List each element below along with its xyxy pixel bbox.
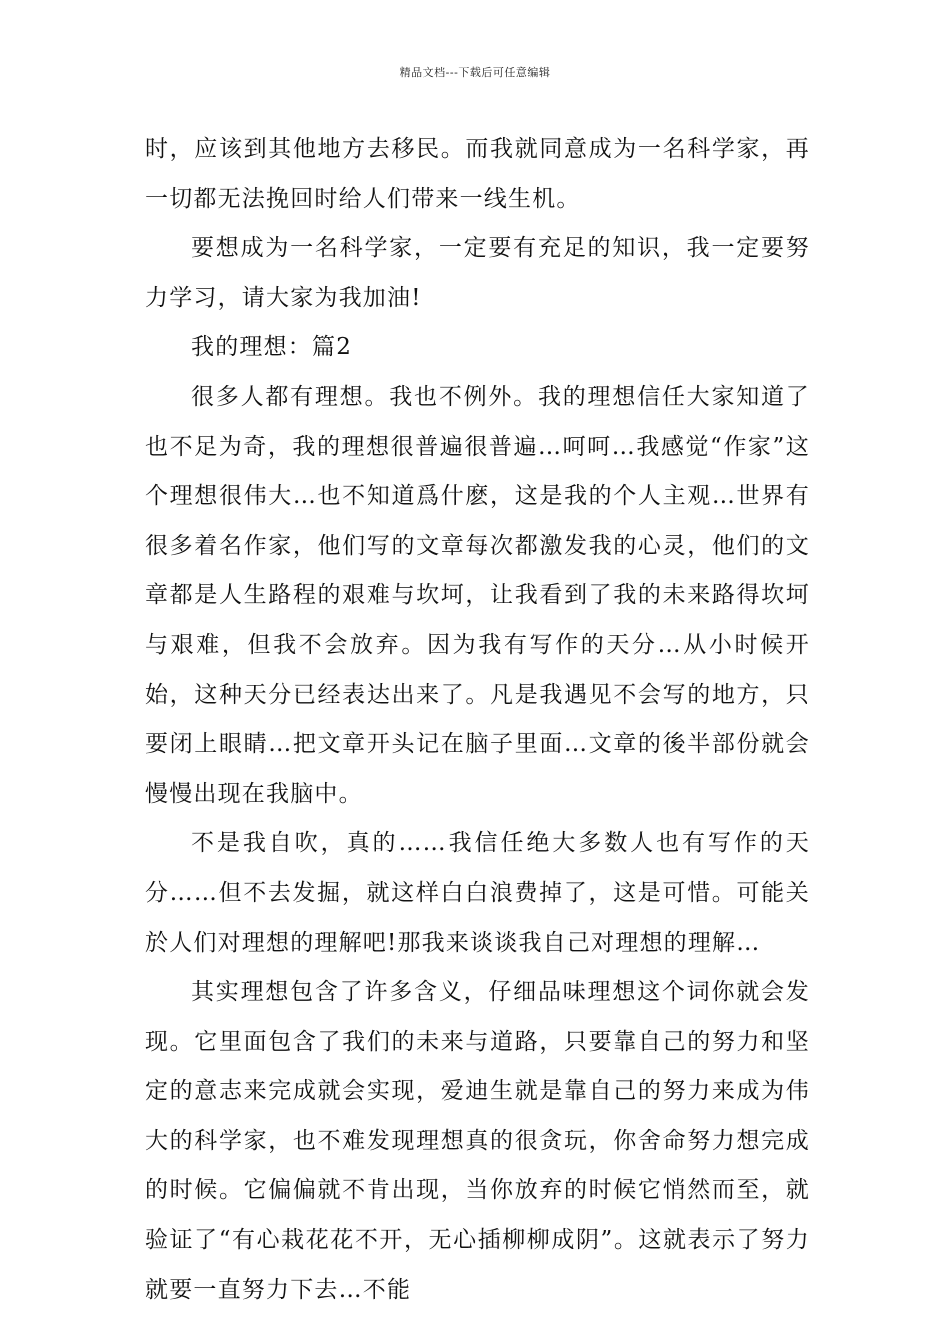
paragraph-scientist-goal: 要想成为一名科学家，一定要有充足的知识，我一定要努力学习，请大家为我加油! bbox=[145, 235, 810, 311]
paragraph-continuation: 时，应该到其他地方去移民。而我就同意成为一名科学家，再一切都无法挽回时给人们带来一线生机。 bbox=[145, 136, 810, 212]
paragraph-writer-dream: 很多人都有理想。我也不例外。我的理想信任大家知道了也不足为奇，我的理想很普遍很普遍…呵呵…我感觉“作家”这个理想很伟大…也不知道爲什麽，这是我的个人主观…世界有很多着名作家，他们写的文章每次都激发我的心灵，他们的文章都是人生路程的艰难与坎坷，让我看到了我的未来路得坎坷与艰难，但我不会放弃。因为我有写作的天分…从小时候开始，这种天分已经表达出来了。凡是我遇见不会写的地方，只要闭上眼睛…把文章开头记在脑子里面…文章的後半部份就会慢慢出现在我脑中。 bbox=[145, 383, 810, 807]
section-heading: 我的理想：篇2 bbox=[191, 334, 353, 361]
paragraph-meaning-of-ideals: 其实理想包含了许多含义，仔细品味理想这个词你就会发现。它里面包含了我们的未来与道路，只要靠自己的努力和坚定的意志来完成就会实现，爱迪生就是靠自己的努力来成为伟大的科学家，也不难发现理想真的很贪玩，你舍命努力想完成的时候。它偏偏就不肯出现，当你放弃的时候它悄然而至，就验证了“有心栽花花不开，无心插柳柳成阴”。这就表示了努力就要一直努力下去…不能 bbox=[145, 979, 810, 1303]
document-body bbox=[145, 125, 810, 1315]
paragraph-talent: 不是我自吹，真的……我信任绝大多数人也有写作的天分……但不去发掘，就这样白白浪费掉了，这是可惜。可能关於人们对理想的理解吧!那我来谈谈我自己对理想的理解… bbox=[145, 830, 810, 956]
page-header: 精品文档---下载后可任意编辑 bbox=[399, 66, 551, 79]
